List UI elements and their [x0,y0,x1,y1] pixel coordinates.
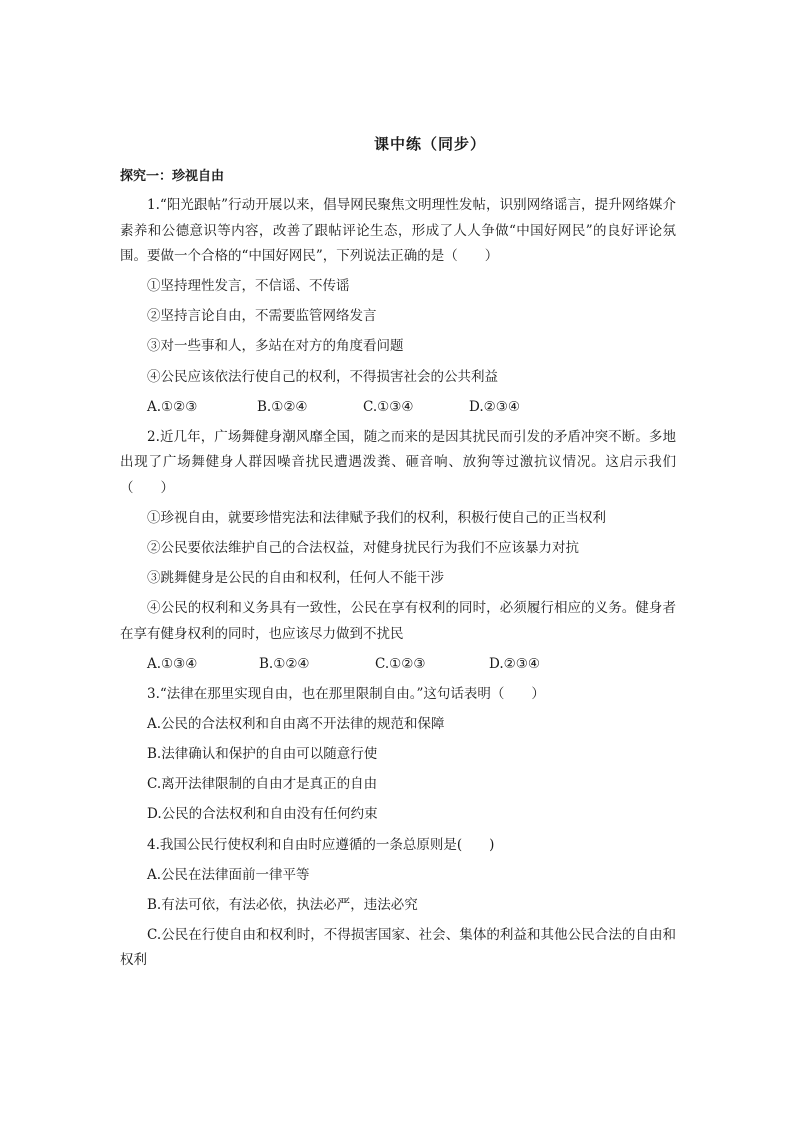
question-2-item-1: ①珍视自由，就要珍惜宪法和法律赋予我们的权利，积极行使自己的正当权利 [147,510,606,527]
question-2-item-4: ④公民的权利和义务具有一致性，公民在享有权利的同时，必须履行相应的义务。健身者在享有健身权利的同时，也应该尽力做到不扰民 [120,600,676,642]
question-1-choice-b: B.①②④ [257,398,308,415]
section-heading: 探究一：珍视自由 [120,169,225,184]
question-3-option-a: A.公民的合法权利和自由离不开法律的规范和保障 [147,716,445,733]
question-4-stem: 4.我国公民行使权利和自由时应遵循的一条总原则是( ) [147,836,495,853]
question-2-choices [120,652,676,678]
question-3-stem: 3.“法律在那里实现自由，也在那里限制自由。”这句话表明（ ） [147,686,545,703]
question-1-choice-a: A.①②③ [147,398,198,415]
question-3-option-b: B.法律确认和保护的自由可以随意行使 [147,746,378,763]
question-2-item-3: ③跳舞健身是公民的自由和权利，任何人不能干涉 [147,570,444,587]
question-2-choice-b: B.①②④ [259,656,310,672]
question-3-option-d: D.公民的合法权利和自由没有任何约束 [147,806,378,823]
question-4-option-c: C.公民在行使自由和权利时，不得损害国家、社会、集体的利益和其他公民合法的自由和权利 [120,926,676,969]
question-1-choice-d: D.②③④ [469,398,520,415]
question-1-item-3: ③对一些事和人，多站在对方的角度看问题 [147,338,404,355]
question-1-choices [120,395,676,421]
page-title: 课中练（同步） [373,135,486,153]
question-2-choice-c: C.①②③ [375,656,426,672]
question-2-choice-d: D.②③④ [489,656,540,672]
question-1-choice-c: C.①③④ [363,398,414,415]
question-1-item-1: ①坚持理性发言，不信谣、不传谣 [147,278,350,295]
question-4-option-b: B.有法可依，有法必依，执法必严，违法必究 [147,896,418,913]
question-2-item-2: ②公民要依法维护自己的合法权益，对健身扰民行为我们不应该暴力对抗 [147,540,579,557]
question-4-option-a: A.公民在法律面前一律平等 [147,866,310,883]
question-1-stem: 1.“阳光跟帖”行动开展以来，倡导网民聚焦文明理性发帖，识别网络谣言，提升网络媒介素养和公德意识等内容，改善了跟帖评论生态，形成了人人争做“中国好网民”的良好评论氛围。要做一个合格的“中国好网民”，下列说法正确的是（ ） [120,197,676,265]
question-list [120,193,676,979]
question-2-stem: 2.近几年，广场舞健身潮风靡全国，随之而来的是因其扰民而引发的矛盾冲突不断。多地出现了广场舞健身人群因噪音扰民遭遇泼粪、砸音响、放狗等过激抗议情况。这启示我们（ ） [120,428,676,496]
question-3-option-c: C.离开法律限制的自由才是真正的自由 [147,776,378,793]
question-1-item-2: ②坚持言论自由，不需要监管网络发言 [147,308,377,325]
question-2-choice-a: A.①③④ [147,656,198,672]
question-1-item-4: ④公民应该依法行使自己的权利，不得损害社会的公共利益 [147,368,498,385]
